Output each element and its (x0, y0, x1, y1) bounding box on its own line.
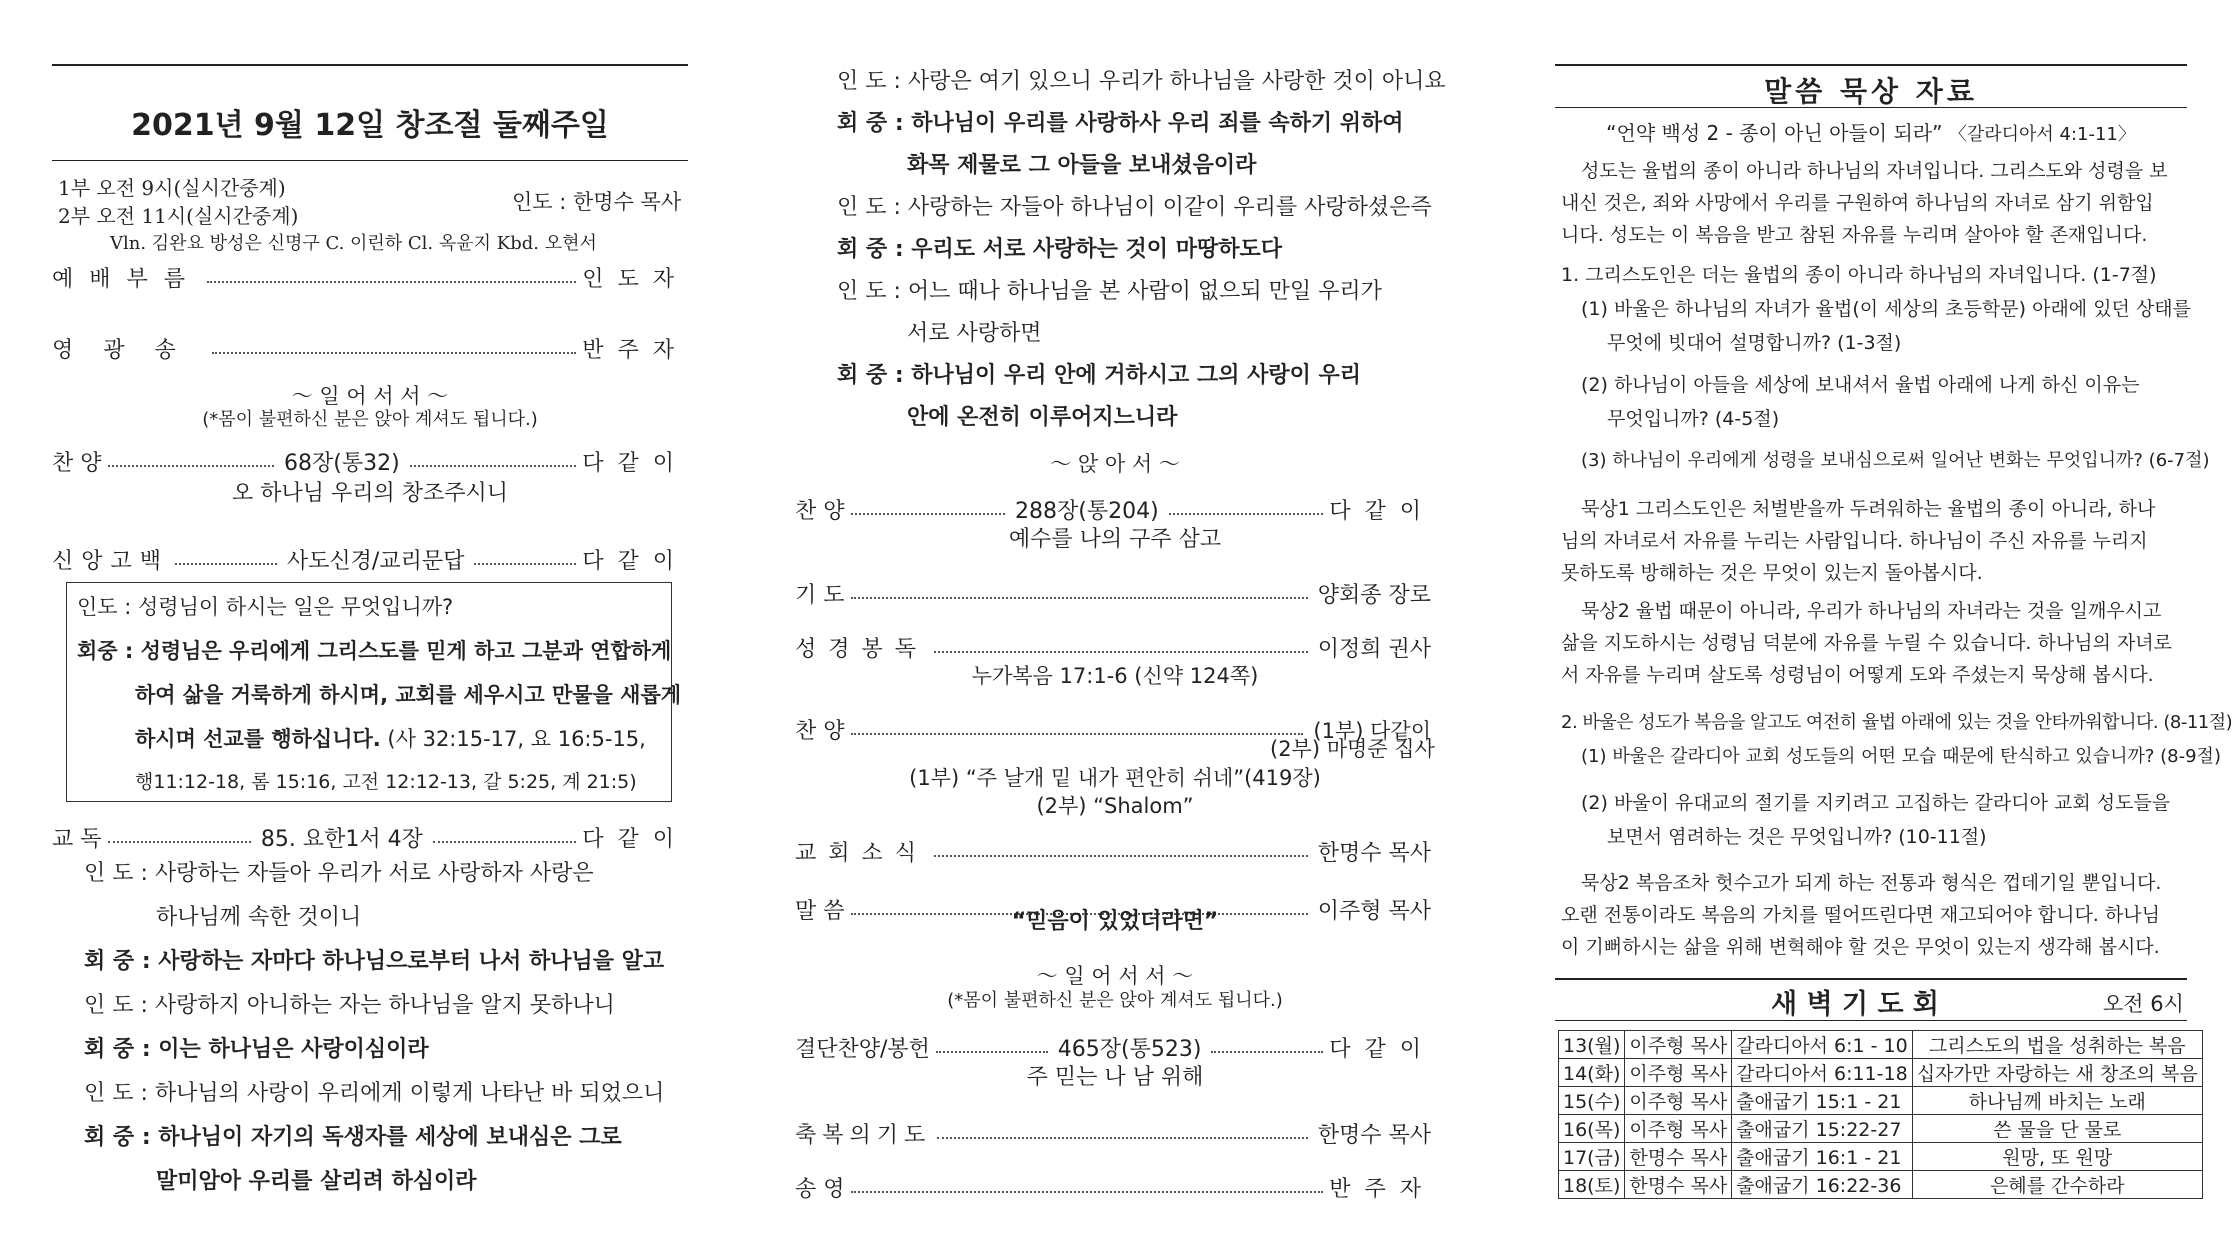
cell-theme: 원망, 또 원망 (1912, 1143, 2202, 1171)
order-responsive-reading: 교 독 85. 요한1서 4장 다같이 (52, 827, 688, 852)
cell-passage: 출애굽기 16:1 - 21 (1732, 1143, 1913, 1171)
sermon-title: “믿음이 있었더라면” (1011, 909, 1219, 934)
order-choir: 찬 양 (1부) 다같이 (795, 714, 1435, 745)
dawn-prayer-title-rule (1555, 1020, 2187, 1021)
meditation-1-line-3: 못하도록 방해하는 것은 무엇이 있는지 돌아봅시다. (1561, 562, 1983, 584)
table-row (1559, 1143, 2203, 1171)
service-time-2: 2부 오전 11시(실시간중계) (58, 204, 299, 228)
catechism-answer-1: 회중 : 성령님은 우리에게 그리스도를 믿게 하고 그분과 연합하게 (77, 639, 672, 663)
cell-preacher: 한명수 목사 (1625, 1171, 1732, 1199)
cell-preacher: 이주형 목사 (1625, 1087, 1732, 1115)
order-creed: 신앙고백 사도신경/교리문답 다같이 (52, 549, 688, 574)
meditation-2-line-1: 묵상2 율법 때문이 아니라, 우리가 하나님의 자녀라는 것을 일깨우시고 (1581, 600, 2162, 622)
reading-leader-1b: 하나님께 속한 것이니 (156, 905, 362, 930)
choir-who-2: (2부) 마명준 집사 (1270, 737, 1435, 761)
dawn-prayer-top-rule (1555, 978, 2187, 980)
reading-congregation-6b: 안에 온전히 이루어지느니라 (907, 405, 1178, 430)
reading-leader-1: 인 도 : 사랑하는 자들아 우리가 서로 사랑하자 사랑은 (84, 861, 594, 886)
worship-leader: 인도 : 한명수 목사 (512, 190, 682, 214)
question-1-2: (2) 하나님이 아들을 세상에 보내셔서 율법 아래에 나게 하신 이유는 (1581, 374, 2140, 396)
meditation-heading-rule (1555, 107, 2187, 108)
dawn-prayer-title: 새 벽 기 도 회 (1771, 989, 1940, 1020)
cell-theme: 하나님께 바치는 노래 (1912, 1087, 2202, 1115)
question-1-1: (1) 바울은 하나님의 자녀가 율법(이 세상의 초등학문) 아래에 있던 상태를 (1581, 298, 2192, 320)
choir-who-1: (1부) 다같이 (1313, 718, 1431, 743)
top-rule (52, 64, 688, 66)
table-row (1559, 1059, 2203, 1087)
cell-date: 18(토) (1559, 1171, 1625, 1199)
cell-passage: 갈라디아서 6:1 - 10 (1732, 1031, 1913, 1059)
intro-line-2: 내신 것은, 죄와 사망에서 우리를 구원하여 하나님의 자녀로 삼기 위함입 (1561, 192, 2154, 214)
cell-date: 13(월) (1559, 1031, 1625, 1059)
stand-note: (*몸이 불편하신 분은 앉아 계셔도 됩니다.) (202, 409, 538, 430)
cell-date: 15(수) (1559, 1087, 1625, 1115)
order-benediction: 축복의기도 한명수 목사 (795, 1123, 1431, 1148)
meditation-3-line-2: 오랜 전통이라도 복음의 가치를 떨어뜨린다면 재고되어야 합니다. 하나님 (1561, 904, 2160, 926)
meditation-3-line-3: 이 기뻐하시는 삶을 위해 변혁해야 할 것은 무엇이 있는지 생각해 봅시다. (1561, 936, 2160, 958)
cell-passage: 갈라디아서 6:11-18 (1732, 1059, 1913, 1087)
meditation-heading: 말씀 묵상 자료 (1764, 75, 1978, 108)
reading-leader-4: 인 도 : 사랑은 여기 있으니 우리가 하나님을 사랑한 것이 아니요 (837, 69, 1446, 94)
cell-preacher: 한명수 목사 (1625, 1143, 1732, 1171)
meditation-2-line-3: 서 자유를 누리며 살도록 성령님이 어떻게 도와 주셨는지 묵상해 봅시다. (1561, 664, 2154, 686)
reading-leader-3: 인 도 : 하나님의 사랑이 우리에게 이렇게 나타난 바 되었으니 (84, 1081, 665, 1106)
cell-preacher: 이주형 목사 (1625, 1031, 1732, 1059)
catechism-question: 인도 : 성령님이 하시는 일은 무엇입니까? (77, 595, 454, 619)
meditation-2-line-2: 삶을 지도하시는 성령님 덕분에 자유를 누릴 수 있습니다. 하나님의 자녀로 (1561, 632, 2173, 654)
reading-leader-6b: 서로 사랑하면 (907, 321, 1042, 346)
table-row (1559, 1171, 2203, 1199)
section-2-heading: 2. 바울은 성도가 복음을 알고도 여전히 율법 아래에 있는 것을 안타까워합니다. (8-11절) (1561, 712, 2232, 733)
order-call-to-worship: 예배부름 인도자 (52, 267, 688, 292)
page-title: 2021년 9월 12일 창조절 둘째주일 (131, 108, 609, 143)
choir-song-1: (1부) “주 날개 밑 내가 편안히 쉬네”(419장) (909, 766, 1321, 790)
order-announcements: 교회소식 한명수 목사 (795, 841, 1431, 866)
table-row (1559, 1115, 2203, 1143)
choir-song-2: (2부) “Shalom” (1036, 794, 1194, 818)
service-time-1: 1부 오전 9시(실시간중계) (58, 176, 286, 200)
reading-congregation-3b: 말미암아 우리를 살리려 하심이라 (156, 1169, 477, 1194)
reading-congregation-4: 회 중 : 하나님이 우리를 사랑하사 우리 죄를 속하기 위하여 (837, 111, 1404, 136)
catechism-answer-2: 하여 삶을 거룩하게 하시며, 교회를 세우시고 만물을 새롭게 (135, 683, 682, 707)
cell-preacher: 이주형 목사 (1625, 1059, 1732, 1087)
catechism-refs: 행11:12-18, 롬 15:16, 고전 12:12-13, 갈 5:25, 계 21:5) (135, 771, 637, 793)
cell-preacher: 이주형 목사 (1625, 1115, 1732, 1143)
section-1-heading: 1. 그리스도인은 더는 율법의 종이 아니라 하나님의 자녀입니다. (1-7절) (1561, 264, 2157, 286)
cell-passage: 출애굽기 15:22-27 (1732, 1115, 1913, 1143)
stand-instruction-2: 〜 일 어 서 서 〜 (1036, 964, 1194, 988)
cell-date: 16(목) (1559, 1115, 1625, 1143)
order-scripture: 성경봉독 이정희 권사 (795, 637, 1431, 662)
title-rule (52, 160, 688, 161)
reading-leader-5: 인 도 : 사랑하는 자들아 하나님이 이같이 우리를 사랑하셨은즉 (837, 195, 1432, 220)
reading-leader-6: 인 도 : 어느 때나 하나님을 본 사람이 없으되 만일 우리가 (837, 279, 1382, 304)
meditation-1-line-1: 묵상1 그리스도인은 처벌받을까 두려워하는 율법의 종이 아니라, 하나 (1581, 498, 2156, 520)
catechism-box (66, 582, 682, 802)
meditation-3-line-1: 묵상2 복음조차 헛수고가 되게 하는 전통과 형식은 껍데기일 뿐입니다. (1581, 872, 2162, 894)
meditation-top-rule (1555, 64, 2187, 66)
cell-theme: 쓴 물을 단 물로 (1912, 1115, 2202, 1143)
reading-leader-2: 인 도 : 사랑하지 아니하는 자는 하나님을 알지 못하나니 (84, 993, 615, 1018)
hymn2-title: 예수를 나의 구주 삼고 (1008, 527, 1222, 552)
question-1-1b: 무엇에 빗대어 설명합니까? (1-3절) (1607, 332, 1902, 354)
table-row (1559, 1031, 2203, 1059)
question-1-3: (3) 하나님이 우리에게 성령을 보내심으로써 일어난 변화는 무엇입니까? (6-7절) (1581, 450, 2210, 471)
cell-theme: 그리스도의 법을 성취하는 복음 (1912, 1031, 2202, 1059)
reading-congregation-3: 회 중 : 하나님이 자기의 독생자를 세상에 보내심은 그로 (84, 1125, 622, 1150)
reading-congregation-2: 회 중 : 이는 하나님은 사랑이심이라 (84, 1037, 429, 1062)
question-1-2b: 무엇입니까? (4-5절) (1607, 408, 1780, 430)
meditation-1-line-2: 님의 자녀로서 자유를 누리는 사람입니다. 하나님이 주신 자유를 누리지 (1561, 530, 2148, 552)
order-prayer: 기 도 양회종 장로 (795, 583, 1431, 608)
cell-date: 17(금) (1559, 1143, 1625, 1171)
scripture-passage: 누가복음 17:1-6 (신약 124쪽) (971, 664, 1259, 688)
musicians: Vln. 김완요 방성은 신명구 C. 이린하 Cl. 옥윤지 Kbd. 오현서 (110, 233, 597, 254)
reading-congregation-5: 회 중 : 우리도 서로 사랑하는 것이 마땅하도다 (837, 237, 1282, 262)
catechism-answer-3: 하시며 선교를 행하십니다. (사 32:15-17, 요 16:5-15, (135, 727, 646, 751)
order-doxology: 영광송 반주자 (52, 338, 688, 363)
sit-instruction: 〜 앉 아 서 〜 (1050, 452, 1180, 476)
hymn-title: 오 하나님 우리의 창조주시니 (231, 481, 508, 506)
dawn-prayer-schedule (1558, 1030, 2203, 1199)
order-postlude: 송 영 반주자 (795, 1177, 1435, 1202)
table-row (1559, 1087, 2203, 1115)
question-2-1: (1) 바울은 갈라디아 교회 성도들의 어떤 모습 때문에 탄식하고 있습니까? (8-9절) (1581, 746, 2221, 767)
bulletin-column-meditation (1555, 0, 2232, 1234)
stand-note-2: (*몸이 불편하신 분은 앉아 계셔도 됩니다.) (947, 990, 1283, 1011)
cell-theme: 십자가만 자랑하는 새 창조의 복음 (1912, 1059, 2202, 1087)
cell-theme: 은혜를 간수하라 (1912, 1171, 2202, 1199)
intro-line-1: 성도는 율법의 종이 아니라 하나님의 자녀입니다. 그리스도와 성령을 보 (1581, 160, 2168, 182)
question-2-2b: 보면서 염려하는 것은 무엇입니까? (10-11절) (1607, 826, 1987, 848)
reading-congregation-6: 회 중 : 하나님이 우리 안에 거하시고 그의 사랑이 우리 (837, 363, 1362, 388)
bulletin-column-order-of-worship (52, 0, 688, 1234)
meditation-subtitle: “언약 백성 2 - 종이 아닌 아들이 되라” 〈갈라디아서 4:1-11〉 (1606, 121, 2136, 145)
order-sermon: 말 씀 이주형 목사 (795, 899, 1431, 924)
order-hymn-2: 찬 양 288장(통204) 다같이 (795, 499, 1436, 524)
bulletin-column-order-continued (795, 0, 1446, 1234)
order-offering: 결단찬양/봉헌 465장(통523) 다같이 (795, 1037, 1436, 1062)
offering-song-title: 주 믿는 나 남 위해 (1026, 1065, 1204, 1090)
dawn-prayer-time: 오전 6시 (2103, 992, 2184, 1016)
intro-line-3: 니다. 성도는 이 복음을 받고 참된 자유를 누리며 살아야 할 존재입니다. (1561, 224, 2148, 246)
order-hymn: 찬 양 68장(통32) 다같이 (52, 451, 688, 476)
cell-passage: 출애굽기 15:1 - 21 (1732, 1087, 1913, 1115)
cell-date: 14(화) (1559, 1059, 1625, 1087)
reading-congregation-1: 회 중 : 사랑하는 자마다 하나님으로부터 나서 하나님을 알고 (84, 949, 665, 974)
question-2-2: (2) 바울이 유대교의 절기를 지키려고 고집하는 갈라디아 교회 성도들을 (1581, 792, 2171, 814)
reading-congregation-4b: 화목 제물로 그 아들을 보내셨음이라 (907, 153, 1257, 178)
stand-instruction: 〜 일 어 서 서 〜 (291, 384, 449, 408)
cell-passage: 출애굽기 16:22-36 (1732, 1171, 1913, 1199)
